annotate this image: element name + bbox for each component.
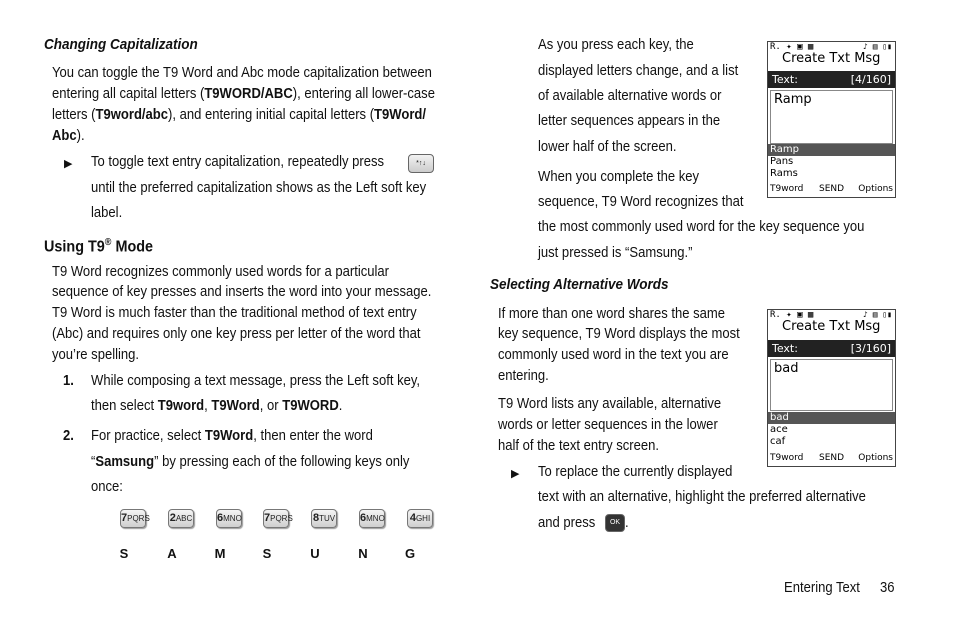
cap-para-line3: letters (T9word/abc), and entering initial capital letters (T9Word/ [52, 107, 427, 123]
right-para2-line3: the most commonly used word for the key sequence you [538, 219, 865, 235]
letter-u: U [310, 546, 320, 561]
entry-text: bad [774, 361, 799, 376]
step2-line1: For practice, select T9Word, then enter the word [91, 428, 373, 444]
screen-title: Create Txt Msg [782, 51, 881, 66]
key-7-pqrs-icon: 7PQRS [120, 509, 146, 528]
ok-key-icon: OK [605, 514, 625, 532]
status-bar-left: R. ✦ ▣ ▦ [770, 310, 814, 320]
suggestion-item: caf [770, 436, 786, 447]
page-number: 36 [880, 580, 895, 596]
screen-title: Create Txt Msg [782, 319, 881, 334]
heading-using-t9-mode: Using T9® Mode [44, 237, 154, 256]
soft-key-bar: T9word SEND Options [770, 453, 893, 463]
bullet1-line2: until the preferred capitalization shows as the Left soft key [91, 180, 427, 196]
right-para1-line4: letter sequences appears in the [538, 113, 721, 129]
status-bar-right: ♪ ▥ ▯▮ [863, 42, 892, 51]
key-6-mno-icon: 6MNO [216, 509, 242, 528]
suggestion-item: bad [768, 412, 895, 424]
entry-text: Ramp [774, 92, 812, 107]
letter-m: M [214, 546, 226, 561]
text-entry-area [770, 90, 893, 144]
phone-screen-bad [767, 309, 896, 467]
letter-a: A [167, 546, 177, 561]
letter-g: G [404, 546, 416, 561]
right-para1-line5: lower half of the screen. [538, 139, 677, 155]
status-bar-right: ♪ ▥ ▯▮ [863, 310, 892, 319]
bullet2-line3-end: . [625, 515, 629, 531]
right-para3-line4: entering. [498, 368, 549, 384]
cap-para-line1: You can toggle the T9 Word and Abc mode capitalization between [52, 65, 432, 81]
letter-n: N [358, 546, 368, 561]
key-2-abc-icon: 2ABC [168, 509, 194, 528]
step2-number: 2. [63, 428, 74, 444]
bullet2-line1: To replace the currently displayed [538, 464, 733, 480]
status-bar-left: R. ✦ ▣ ▦ [770, 42, 814, 52]
suggestion-item: Rams [770, 168, 798, 179]
letter-s: S [119, 546, 129, 561]
suggestion-item: ace [770, 424, 788, 435]
right-para3-line1: If more than one word shares the same [498, 306, 726, 322]
right-para4-line2: words or letter sequences in the lower [498, 417, 718, 433]
right-para1-line2: displayed letters change, and a list [538, 63, 739, 79]
bullet-arrow-icon: ▶ [511, 468, 520, 480]
right-para3-line2: key sequence, T9 Word displays the most [498, 326, 740, 342]
bullet1-line1: To toggle text entry capitalization, repeatedly press [91, 154, 385, 170]
using-para-line1: T9 Word recognizes commonly used words for a particular [52, 264, 390, 280]
right-para4-line1: T9 Word lists any available, alternative [498, 396, 722, 412]
suggestion-item: Ramp [768, 144, 895, 156]
bullet1-line3: label. [91, 205, 123, 221]
step1-number: 1. [63, 373, 74, 389]
right-para2-line2: sequence, T9 Word recognizes that [538, 194, 744, 210]
cap-para-line2: entering all capital letters (T9WORD/ABC), entering all lower-case [52, 86, 435, 102]
right-para2-line1: When you complete the key [538, 169, 700, 185]
text-counter-bar: Text: [3/160] [768, 340, 895, 357]
bullet2-line3: and press [538, 515, 596, 531]
using-para-line5: you’re spelling. [52, 347, 140, 363]
using-para-line2: sequence of key presses and inserts the word into your message. [52, 284, 432, 300]
heading-selecting-alternative-words: Selecting Alternative Words [490, 276, 669, 293]
key-7-pqrs-icon: 7PQRS [263, 509, 289, 528]
soft-key-bar: T9word SEND Options [770, 184, 893, 194]
step2-line2: “Samsung” by pressing each of the following keys only [91, 454, 410, 470]
phone-screen-samsung [767, 41, 896, 198]
step1-line1: While composing a text message, press the Left soft key, [91, 373, 421, 389]
star-key-icon: *↑↓ [408, 154, 434, 173]
heading-changing-capitalization: Changing Capitalization [44, 36, 198, 53]
right-para3-line3: commonly used word in the text you are [498, 347, 729, 363]
suggestion-item: Pans [770, 156, 794, 167]
using-para-line3: T9 Word is much faster than the traditional method of text entry [52, 305, 417, 321]
key-6-mno-icon: 6MNO [359, 509, 385, 528]
key-4-ghi-icon: 4GHI [407, 509, 433, 528]
step1-line2: then select T9word, T9Word, or T9WORD. [91, 398, 343, 414]
right-para2-line4: just pressed is “Samsung.” [538, 245, 693, 261]
right-para1-line1: As you press each key, the [538, 37, 694, 53]
bullet-arrow-icon: ▶ [64, 158, 73, 170]
step2-line3: once: [91, 479, 123, 495]
footer-section-title: Entering Text [784, 580, 860, 596]
letter-s: S [262, 546, 272, 561]
text-counter-bar: Text: [4/160] [768, 71, 895, 88]
key-8-tuv-icon: 8TUV [311, 509, 337, 528]
right-para4-line3: half of the text entry screen. [498, 438, 660, 454]
right-para1-line3: of available alternative words or [538, 88, 722, 104]
using-para-line4: (Abc) and requires only one key press per letter of the word that [52, 326, 421, 342]
bullet2-line2: text with an alternative, highlight the preferred alternative [538, 489, 866, 505]
text-entry-area [770, 359, 893, 411]
cap-para-line4: Abc). [52, 128, 85, 144]
